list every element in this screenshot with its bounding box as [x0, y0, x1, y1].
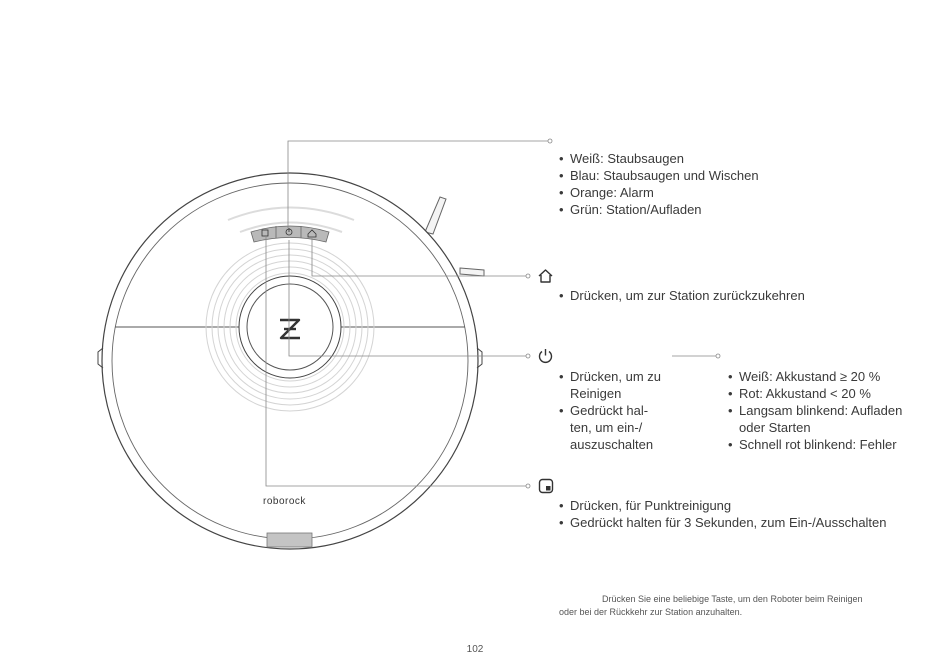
list-item: • Blau: Staubsaugen und Wischen: [559, 167, 759, 184]
list-item: • Rot: Akkustand < 20 %: [728, 385, 923, 402]
color-status-list: [559, 150, 759, 218]
list-item: • Gedrückt hal-ten, um ein-/ auszuschalten: [559, 402, 660, 453]
list-item: • Weiß: Akkustand ≥ 20 %: [728, 368, 923, 385]
list-item: • Gedrückt halten für 3 Sekunden, zum Ein-/Ausschalten: [559, 514, 887, 531]
list-item: • Drücken, für Punktreinigung: [559, 497, 887, 514]
note-line-1: Drücken Sie eine beliebige Taste, um den Roboter beim Reinigen: [602, 594, 863, 604]
spot-clean-icon: [538, 478, 554, 494]
home-icon: [537, 268, 554, 284]
bumper-tab: [267, 533, 312, 547]
list-item: • Schnell rot blinkend: Fehler: [728, 436, 923, 453]
list-item: • Langsam blinkend: Aufladen oder Starten: [728, 402, 923, 436]
home-button-list: [559, 287, 805, 304]
power-icon: [537, 347, 554, 364]
list-item: • Weiß: Staubsaugen: [559, 150, 759, 167]
list-item: • Drücken, um zur Station zurückzukehren: [559, 287, 805, 304]
list-item: • Drücken, um zu Reinigen: [559, 368, 679, 402]
battery-status-list: [728, 368, 923, 453]
power-button-list: [559, 368, 679, 453]
spot-button-list: [559, 497, 887, 531]
robot-brand-label: roborock: [263, 496, 306, 507]
note-line-2: oder bei der Rückkehr zur Station anzuhalten.: [559, 607, 743, 617]
list-item: • Orange: Alarm: [559, 184, 759, 201]
page-number: 102: [466, 644, 484, 655]
list-item: • Grün: Station/Aufladen: [559, 201, 759, 218]
